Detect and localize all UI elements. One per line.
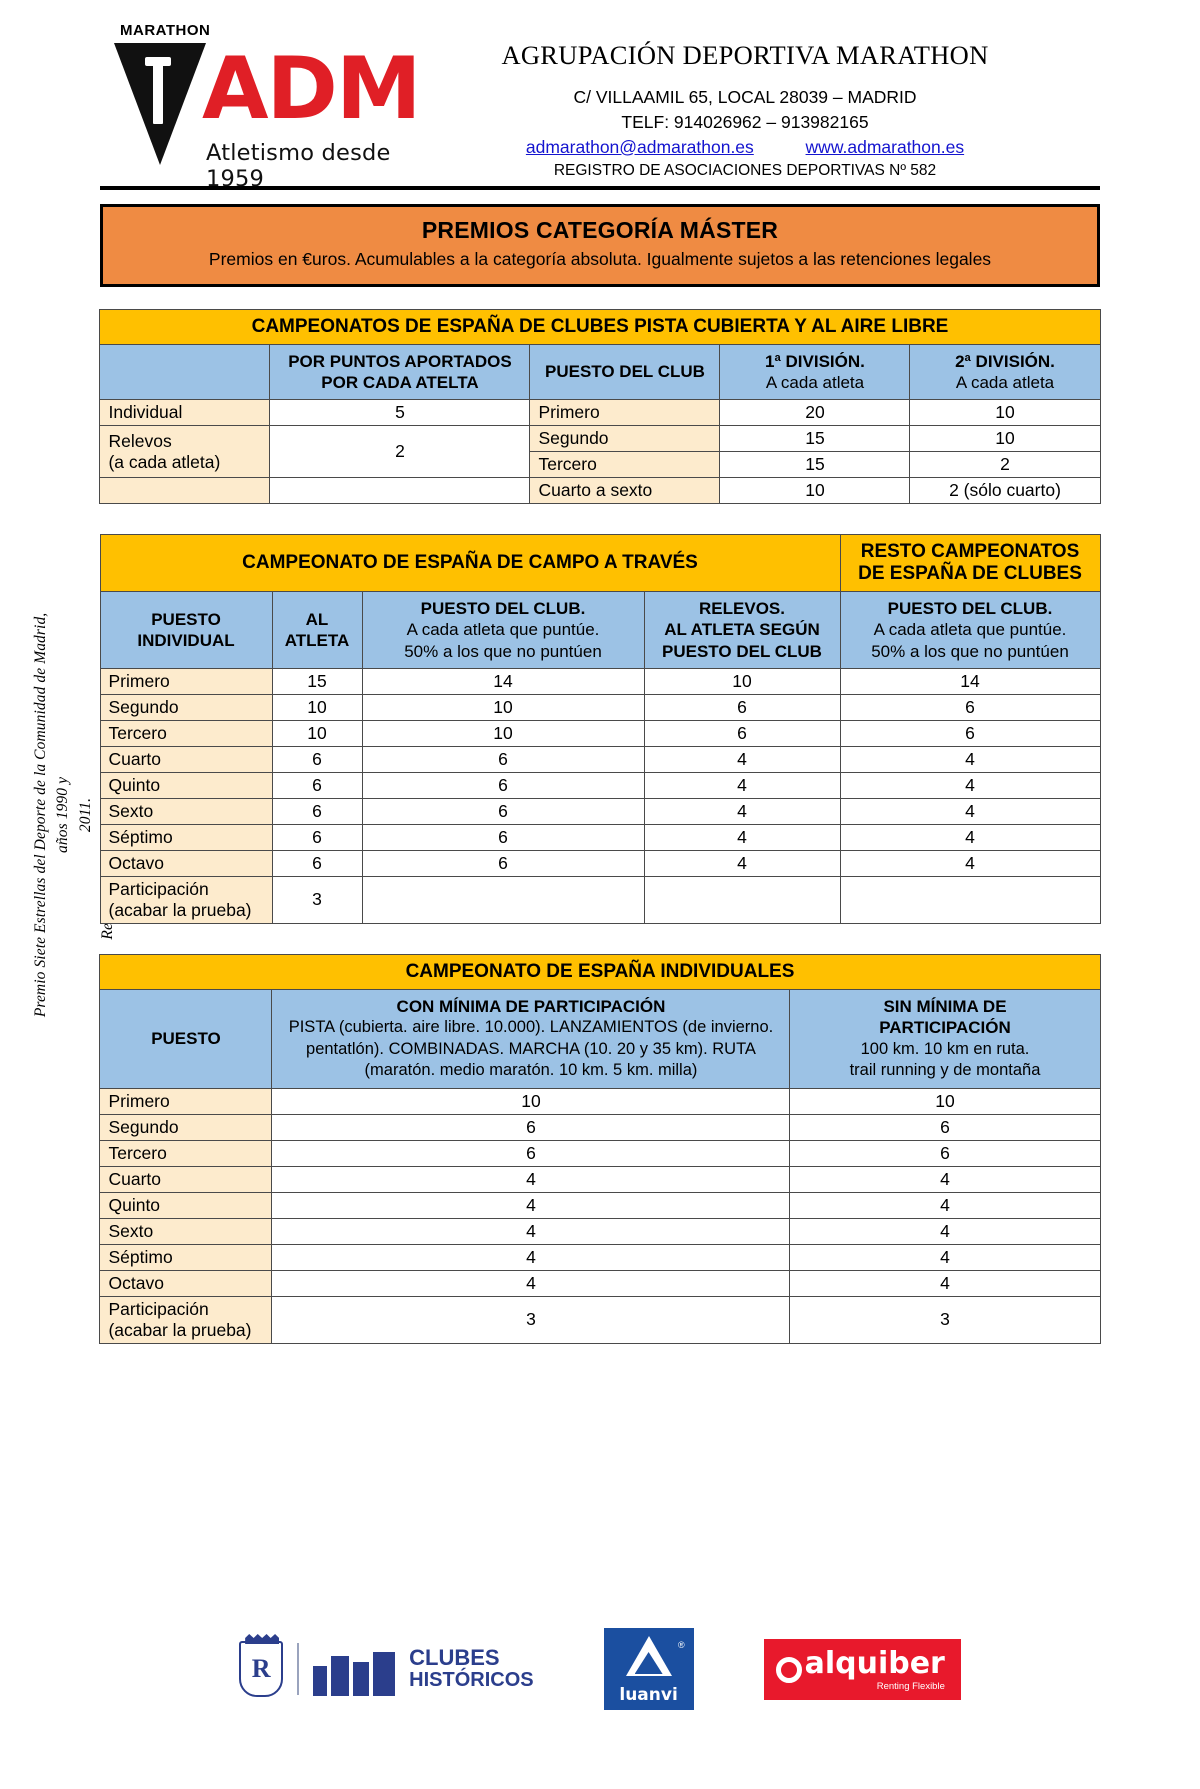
table-2-resto: 6 — [840, 694, 1100, 720]
table-row — [100, 1296, 1100, 1343]
table-1-value-individual: 5 — [270, 400, 530, 426]
table-3-puesto: Sexto — [100, 1218, 272, 1244]
table-1-div2-segundo: 10 — [910, 426, 1100, 452]
table-3-con-minima-participacion: 3 — [272, 1296, 790, 1343]
organization-address: C/ VILLAAMIL 65, LOCAL 28039 – MADRID — [573, 87, 917, 107]
marathon-word-mark: MARATHON — [120, 22, 211, 39]
table-row — [100, 876, 1100, 923]
flame-icon — [146, 42, 170, 62]
table-3-sin-minima: 4 — [790, 1218, 1100, 1244]
table-3-header-sin-minima — [790, 989, 1100, 1088]
luanvi-badge — [604, 1628, 694, 1710]
table-1-value-relevos: 2 — [270, 426, 530, 478]
table-2-al-atleta-participacion: 3 — [272, 876, 362, 923]
table-2-puesto-club: 6 — [362, 772, 644, 798]
table-3-con-minima: 10 — [272, 1088, 790, 1114]
header-line: A cada atleta — [955, 372, 1055, 392]
table-1-wrapper — [0, 309, 1200, 505]
table-3-header-puesto: PUESTO — [100, 989, 272, 1088]
table-1-header-col3: PUESTO DEL CLUB — [530, 344, 720, 400]
header-line: A cada atleta — [765, 372, 865, 392]
table-3-puesto: Séptimo — [100, 1244, 272, 1270]
table-2-puesto-club: 14 — [362, 668, 644, 694]
table-1-div2-primero: 10 — [910, 400, 1100, 426]
table-2-al-atleta: 6 — [272, 772, 362, 798]
table-3-sin-minima: 10 — [790, 1088, 1100, 1114]
table-2-puesto-club: 6 — [362, 746, 644, 772]
header-desc: trail running y de montaña — [849, 1060, 1041, 1079]
torch-icon — [153, 60, 163, 124]
side-note-line-2: 2011. — [77, 797, 94, 833]
label-line: Participación — [108, 1298, 209, 1319]
table-2-header-al-atleta — [272, 592, 362, 669]
header-line: AL ATLETA SEGÚN — [664, 620, 820, 640]
header-line: PUESTO — [151, 609, 221, 629]
table-3-sin-minima: 4 — [790, 1166, 1100, 1192]
label-line: (a cada atleta) — [108, 451, 221, 472]
organization-contact-row — [370, 137, 1120, 158]
table-2-puesto-club: 6 — [362, 798, 644, 824]
table-row — [100, 309, 1100, 344]
table-3-sin-minima: 4 — [790, 1244, 1100, 1270]
table-3-puesto: Segundo — [100, 1114, 272, 1140]
label-line: Participación — [108, 878, 209, 899]
table-2-puesto: Cuarto — [100, 746, 272, 772]
header-line: PUESTO DEL CLUB — [662, 641, 822, 661]
table-1-puesto-segundo: Segundo — [530, 426, 720, 452]
table-2-resto: 4 — [840, 772, 1100, 798]
table-2-puesto: Octavo — [100, 850, 272, 876]
table-2-header-relevos — [644, 592, 840, 669]
table-3-sin-minima: 6 — [790, 1140, 1100, 1166]
organization-title: AGRUPACIÓN DEPORTIVA MARATHON — [501, 40, 989, 70]
table-1-label-individual: Individual — [100, 400, 270, 426]
header-line: PARTICIPACIÓN — [879, 1018, 1011, 1038]
table-2-resto: 4 — [840, 824, 1100, 850]
table-2-puesto-club: 10 — [362, 694, 644, 720]
table-2-puesto: Tercero — [100, 720, 272, 746]
table-2-resto: 4 — [840, 798, 1100, 824]
table-3-con-minima: 4 — [272, 1166, 790, 1192]
table-1-header-col5 — [910, 344, 1100, 400]
document-header — [0, 0, 1200, 192]
table-2-header-resto — [840, 592, 1100, 669]
luanvi-star-icon — [626, 1636, 672, 1676]
luanvi-wordmark: luanvi — [619, 1685, 678, 1705]
table-3-puesto-participacion — [100, 1296, 272, 1343]
table-2-puesto-club-participacion — [362, 876, 644, 923]
table-2-al-atleta: 6 — [272, 798, 362, 824]
table-2-puesto-club: 6 — [362, 850, 644, 876]
table-1-header-col4 — [720, 344, 910, 400]
label-line: (acabar la prueba) — [108, 1319, 252, 1340]
madrid-shield-icon — [239, 1641, 283, 1697]
table-1-title: CAMPEONATOS DE ESPAÑA DE CLUBES PISTA CUBIERTA Y AL AIRE LIBRE — [100, 309, 1100, 344]
header-line: SIN MÍNIMA DE — [883, 997, 1007, 1017]
title-line: DE ESPAÑA DE CLUBES — [858, 563, 1082, 585]
logo-tagline: Atletismo desde 1959 — [206, 140, 391, 192]
table-2-wrapper — [0, 534, 1200, 924]
header-desc: 100 km. 10 km en ruta. — [860, 1039, 1030, 1058]
table-row — [100, 1114, 1100, 1140]
table-1-div2-tercero: 2 — [910, 452, 1100, 478]
table-1-div1-cuarto-sexto: 10 — [720, 478, 910, 504]
table-row — [100, 1218, 1100, 1244]
table-row — [100, 772, 1100, 798]
table-2-relevos: 10 — [644, 668, 840, 694]
table-3-con-minima: 4 — [272, 1244, 790, 1270]
table-2-relevos: 6 — [644, 720, 840, 746]
table-3-puesto: Octavo — [100, 1270, 272, 1296]
table-3-sin-minima: 4 — [790, 1192, 1100, 1218]
table-1-puesto-primero: Primero — [530, 400, 720, 426]
table-row — [100, 344, 1100, 400]
table-1-header-col1 — [100, 344, 270, 400]
table-2-al-atleta: 15 — [272, 668, 362, 694]
buildings-icon — [313, 1642, 399, 1696]
registry-number: REGISTRO DE ASOCIACIONES DEPORTIVAS Nº 582 — [553, 161, 937, 179]
header-line: ATLETA — [284, 631, 350, 651]
clubes-line-1: CLUBES — [409, 1645, 500, 1671]
table-2-al-atleta: 10 — [272, 720, 362, 746]
alquiber-logo — [764, 1639, 961, 1700]
table-2-relevos: 6 — [644, 694, 840, 720]
header-line: INDIVIDUAL — [137, 631, 235, 651]
table-row — [100, 1270, 1100, 1296]
table-2-resto: 14 — [840, 668, 1100, 694]
table-1-header-col2 — [270, 344, 530, 400]
table-1-empty-label — [100, 478, 270, 504]
header-line: 50% a los que no puntúen — [871, 641, 1069, 661]
luanvi-registered-mark: ® — [677, 1640, 685, 1650]
table-row — [100, 592, 1100, 669]
table-3-sin-minima: 6 — [790, 1114, 1100, 1140]
table-row — [100, 954, 1100, 989]
table-2-resto: 4 — [840, 850, 1100, 876]
table-2-puesto-club: 10 — [362, 720, 644, 746]
table-row — [100, 478, 1100, 504]
table-2-resto-participacion — [840, 876, 1100, 923]
table-2-al-atleta: 6 — [272, 850, 362, 876]
table-1-label-relevos — [100, 426, 270, 478]
table-row — [100, 746, 1100, 772]
table-2-al-atleta: 6 — [272, 746, 362, 772]
table-2-header-puesto-individual — [100, 592, 272, 669]
table-row — [100, 426, 1100, 452]
header-line: PUESTO DEL CLUB. — [887, 599, 1053, 619]
alquiber-ring-icon — [776, 1657, 802, 1683]
table-row — [100, 694, 1100, 720]
adm-initials: ADM — [202, 39, 420, 139]
table-2-relevos: 4 — [644, 798, 840, 824]
table-1-div1-primero: 20 — [720, 400, 910, 426]
footer-sponsors — [0, 1628, 1200, 1710]
table-campeonatos-clubes — [99, 309, 1100, 505]
header-desc: PISTA (cubierta. aire libre. 10.000). LANZAMIENTOS (de invierno. pentatlón). COMBINADAS. MARCHA (10. 20 y 35 km). RUTA (maratón. medio maratón. 10 km. 5 km. milla) — [288, 1018, 774, 1080]
email-link[interactable]: admarathon@admarathon.es — [525, 136, 754, 157]
table-row — [100, 535, 1100, 592]
logo-divider — [297, 1643, 299, 1695]
adm-logo — [98, 22, 420, 192]
table-3-con-minima: 6 — [272, 1140, 790, 1166]
table-row — [100, 1244, 1100, 1270]
table-2-puesto: Séptimo — [100, 824, 272, 850]
table-1-puesto-tercero: Tercero — [530, 452, 720, 478]
table-1-div2-cuarto-sexto: 2 (sólo cuarto) — [910, 478, 1100, 504]
header-line: RELEVOS. — [699, 599, 785, 619]
table-3-title: CAMPEONATO DE ESPAÑA INDIVIDUALES — [100, 954, 1100, 989]
label-line: (acabar la prueba) — [108, 899, 252, 920]
table-row — [100, 989, 1100, 1088]
table-3-wrapper — [0, 954, 1200, 1344]
table-2-relevos: 4 — [644, 772, 840, 798]
table-1-empty-value — [270, 478, 530, 504]
organization-info — [370, 14, 1200, 180]
table-3-puesto: Tercero — [100, 1140, 272, 1166]
alquiber-badge — [764, 1639, 961, 1700]
table-2-puesto-club: 6 — [362, 824, 644, 850]
table-3-con-minima: 4 — [272, 1192, 790, 1218]
table-2-relevos-participacion — [644, 876, 840, 923]
table-row — [100, 668, 1100, 694]
clubes-historicos-text — [409, 1646, 533, 1691]
table-2-header-puesto-club — [362, 592, 644, 669]
table-3-sin-minima: 4 — [790, 1270, 1100, 1296]
table-1-div1-segundo: 15 — [720, 426, 910, 452]
table-row — [100, 720, 1100, 746]
table-3-puesto: Cuarto — [100, 1166, 272, 1192]
table-2-relevos: 4 — [644, 850, 840, 876]
header-line: PUESTO DEL CLUB. — [420, 599, 586, 619]
table-2-relevos: 4 — [644, 824, 840, 850]
side-note-line-1: Premio Siete Estrellas del Deporte de la Comunidad de Madrid, años 1990 y — [32, 612, 72, 1018]
website-link[interactable]: www.admarathon.es — [805, 136, 965, 157]
table-campo-a-traves — [100, 534, 1101, 924]
table-2-resto: 4 — [840, 746, 1100, 772]
table-2-title-right — [840, 535, 1100, 592]
alquiber-wordmark: alquiber — [804, 1645, 945, 1681]
header-line: CON MÍNIMA DE PARTICIPACIÓN — [396, 996, 666, 1016]
table-2-puesto-participacion — [100, 876, 272, 923]
table-2-resto: 6 — [840, 720, 1100, 746]
table-row — [100, 824, 1100, 850]
header-line: 1ª DIVISIÓN. — [765, 351, 865, 371]
table-row — [100, 1088, 1100, 1114]
madrid-shield-letter: R — [251, 1654, 271, 1683]
table-row — [100, 1166, 1100, 1192]
label-line: Relevos — [108, 430, 172, 451]
table-2-al-atleta: 6 — [272, 824, 362, 850]
banner-subtitle: Premios en €uros. Acumulables a la categoría absoluta. Igualmente sujetos a las retenciones legales — [208, 248, 992, 269]
table-2-puesto: Quinto — [100, 772, 272, 798]
alquiber-tagline: Renting Flexible — [876, 1680, 945, 1692]
header-line: 50% a los que no puntúen — [404, 641, 602, 661]
logo-container — [0, 14, 420, 192]
header-line: 2ª DIVISIÓN. — [955, 351, 1055, 371]
table-3-puesto: Quinto — [100, 1192, 272, 1218]
table-1-puesto-cuarto-sexto: Cuarto a sexto — [530, 478, 720, 504]
header-line: A cada atleta que puntúe. — [873, 620, 1067, 640]
table-3-con-minima: 6 — [272, 1114, 790, 1140]
table-row — [100, 798, 1100, 824]
madrid-clubes-historicos-logo — [239, 1641, 533, 1697]
header-line: AL — [305, 609, 329, 629]
banner-title: PREMIOS CATEGORÍA MÁSTER — [421, 216, 779, 243]
luanvi-logo — [604, 1628, 694, 1710]
table-2-al-atleta: 10 — [272, 694, 362, 720]
table-2-title-left: CAMPEONATO DE ESPAÑA DE CAMPO A TRAVÉS — [100, 535, 840, 592]
title-line: RESTO CAMPEONATOS — [860, 541, 1080, 563]
table-2-puesto: Sexto — [100, 798, 272, 824]
table-row — [100, 1192, 1100, 1218]
alquiber-text-group — [804, 1645, 945, 1692]
premios-banner — [100, 204, 1100, 287]
table-2-puesto: Primero — [100, 668, 272, 694]
header-line: POR CADA ATELTA — [321, 372, 479, 392]
table-3-puesto: Primero — [100, 1088, 272, 1114]
table-row — [100, 1140, 1100, 1166]
table-2-puesto: Segundo — [100, 694, 272, 720]
header-line: A cada atleta que puntúe. — [406, 620, 600, 640]
header-line: POR PUNTOS APORTADOS — [288, 351, 512, 371]
organization-phones: TELF: 914026962 – 913982165 — [621, 111, 869, 132]
clubes-line-2: HISTÓRICOS — [409, 1669, 534, 1692]
table-3-header-con-minima — [272, 989, 790, 1088]
table-3-con-minima: 4 — [272, 1270, 790, 1296]
table-1-div1-tercero: 15 — [720, 452, 910, 478]
table-campeonato-individuales — [99, 954, 1100, 1344]
table-3-con-minima: 4 — [272, 1218, 790, 1244]
table-2-relevos: 4 — [644, 746, 840, 772]
table-row — [100, 850, 1100, 876]
table-row — [100, 400, 1100, 426]
table-3-sin-minima-participacion: 3 — [790, 1296, 1100, 1343]
